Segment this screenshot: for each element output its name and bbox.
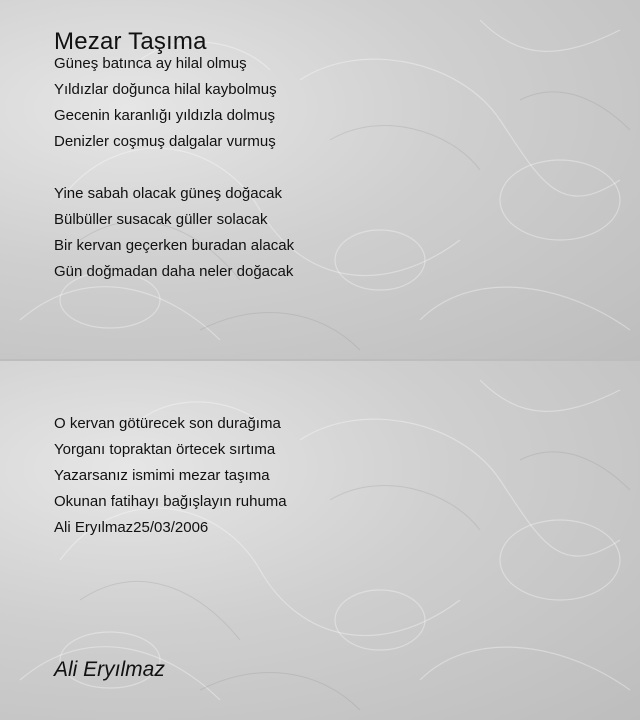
- stanza-3: [54, 411, 287, 541]
- poem-line: Okunan fatihayı bağışlayın ruhuma: [54, 493, 287, 510]
- poem-line: Güneş batınca ay hilal olmuş: [54, 55, 247, 72]
- poem-line: Gecenin karanlığı yıldızla dolmuş: [54, 107, 275, 124]
- poem-line: Yıldızlar doğunca hilal kaybolmuş: [54, 81, 277, 98]
- poem-line: Bülbüller susacak güller solacak: [54, 211, 268, 228]
- poem-line: Bir kervan geçerken buradan alacak: [54, 237, 295, 254]
- poem-line: Yazarsanız ismimi mezar taşıma: [54, 467, 270, 484]
- poem-line: O kervan götürecek son durağıma: [54, 415, 281, 432]
- stanza-2: [54, 181, 294, 285]
- poem-line: Gün doğmadan daha neler doğacak: [54, 263, 294, 280]
- poem-line: Yine sabah olacak güneş doğacak: [54, 185, 282, 202]
- panel-seam: [0, 359, 640, 361]
- poem-line: Denizler coşmuş dalgalar vurmuş: [54, 133, 276, 150]
- poem-author: Ali Eryılmaz: [54, 658, 165, 681]
- stanza-1: [54, 51, 277, 155]
- poem-line: Yorganı topraktan örtecek sırtıma: [54, 441, 276, 458]
- poem-title: Mezar Taşıma: [54, 28, 207, 56]
- poem-signature-line: Ali Eryılmaz25/03/2006: [54, 519, 209, 536]
